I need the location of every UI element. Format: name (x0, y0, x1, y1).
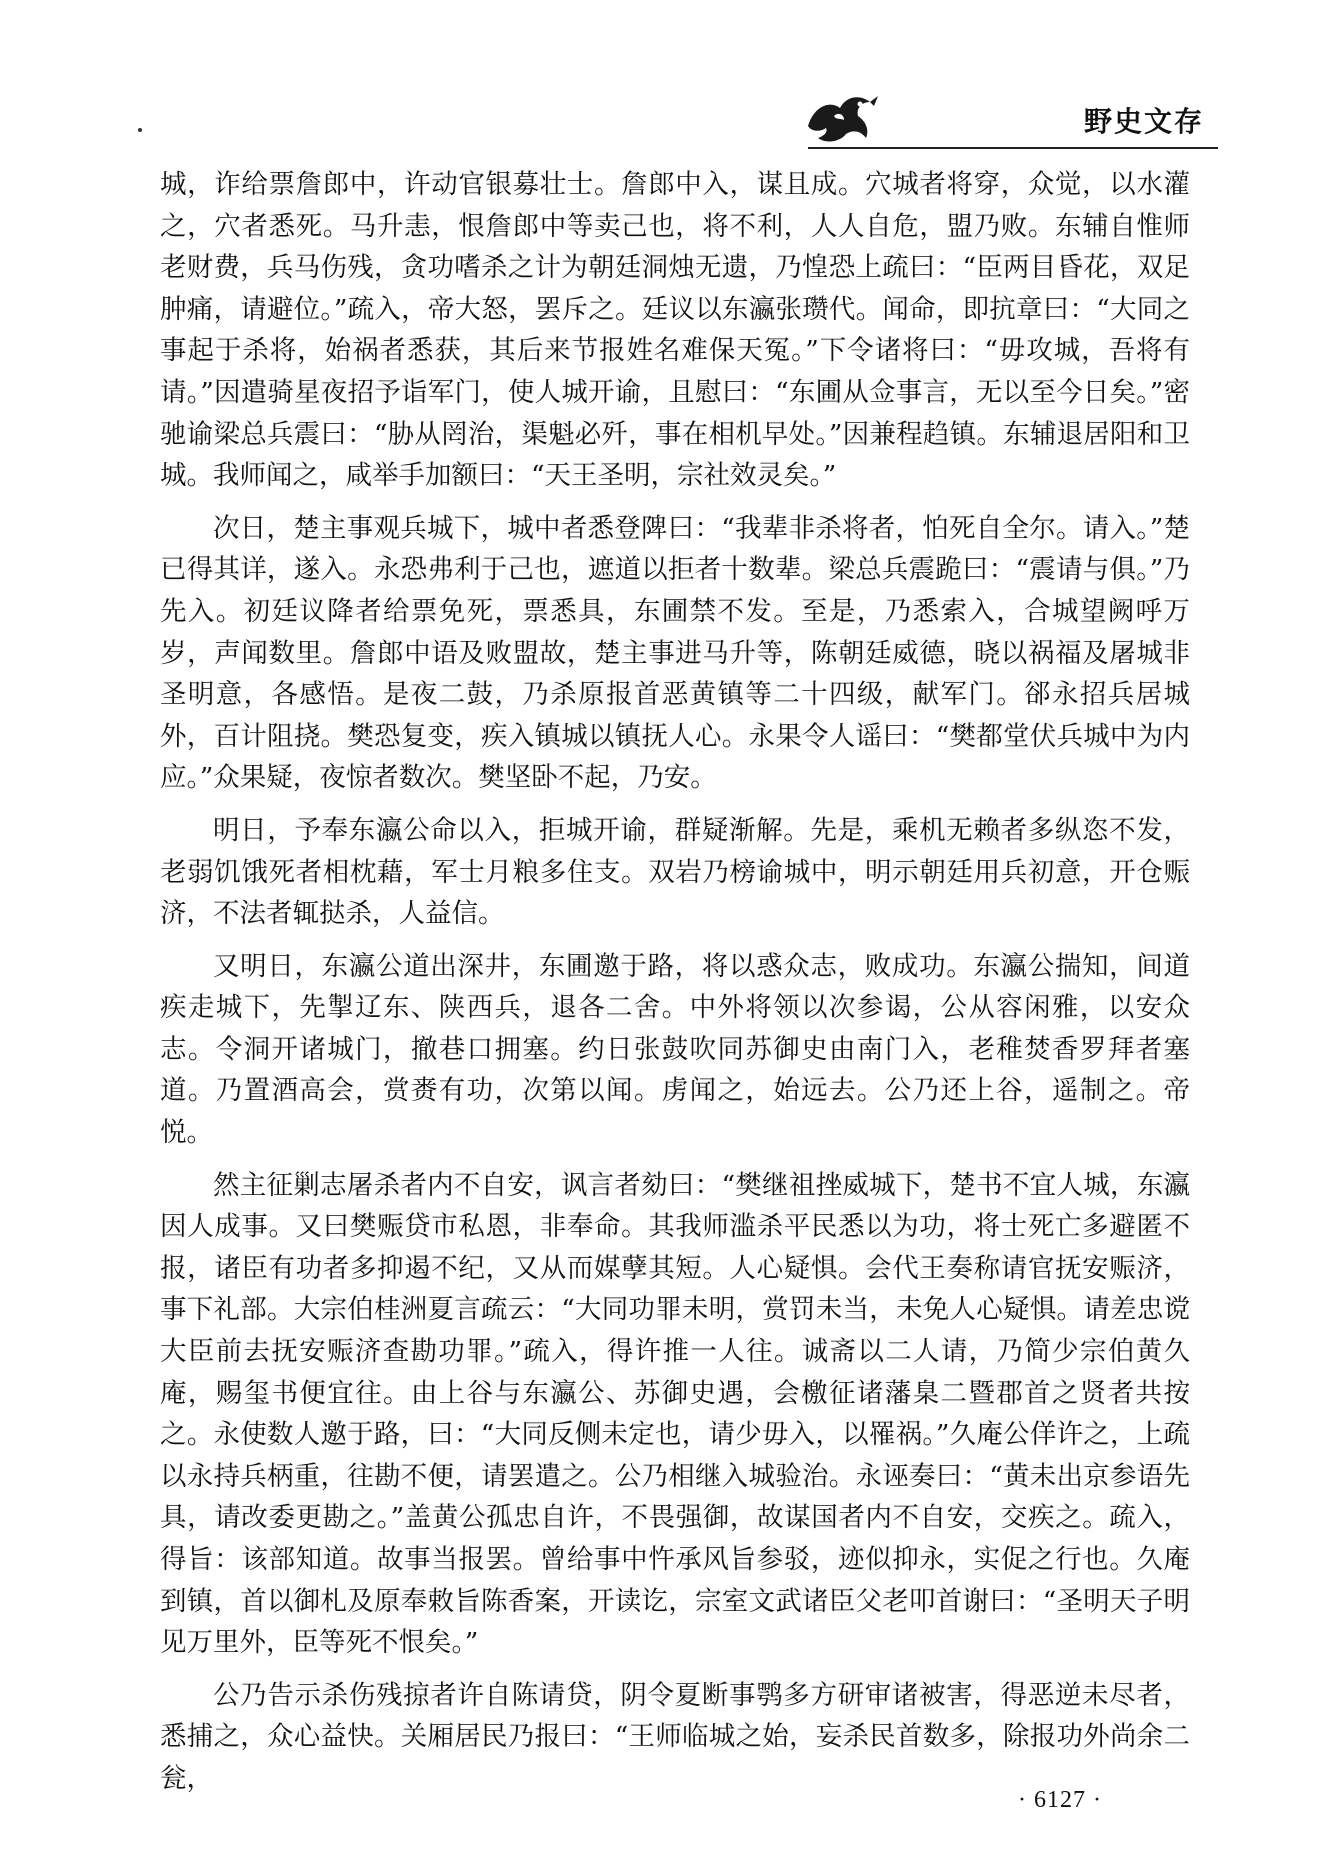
paragraph: 又明日，东瀛公道出深井，东圃邀于路，将以惑众志，败成功。东瀛公揣知，间道疾走城下，先掣辽东、陕西兵，退各二舍。中外将领以次参谒，公从容闲雅，以安众志。令洞开诸城门，撤巷口拥塞。约日张鼓吹同苏御史由南门入，老稚焚香罗拜者塞道。乃置酒高会，赏赉有功，次第以闻。虏闻之，始远去。公乃还上谷，遥制之。帝悦。 (160, 950, 1190, 1149)
main-text (160, 164, 1190, 1811)
header-title: 野史文存 (1083, 105, 1204, 138)
paragraph: 次日，楚主事观兵城下，城中者悉登陴曰：“我辈非杀将者，怕死自全尔。请入。”楚已得其详，遂入。永恐弗利于己也，遮道以拒者十数辈。梁总兵震跪曰：“震请与俱。”乃先入。初廷议降者给票免死，票悉具，东圃禁不发。至是，乃悉索入，合城望阙呼万岁，声闻数里。詹郎中语及败盟故，楚主事进马升等，陈朝廷威德，晓以祸福及屠城非圣明意，各感悟。是夜二鼓，乃杀原报首恶黄镇等二十四级，献军门。郤永招兵居城外，百计阻挠。樊恐复变，疾入镇城以镇抚人心。永果令人谣曰：“樊都堂伏兵城中为内应。”众果疑，夜惊者数次。樊坚卧不起，乃安。 (160, 512, 1190, 794)
margin-mark (138, 128, 142, 132)
page-header (0, 0, 1322, 160)
header-rule (808, 147, 1218, 149)
dragon-emblem-icon (800, 86, 880, 148)
paragraph: 城，诈给票詹郎中，许动官银募壮士。詹郎中入，谋且成。穴城者将穿，众觉，以水灌之，穴者悉死。马升恚，恨詹郎中等卖己也，将不利，人人自危，盟乃败。东辅自惟师老财费，兵马伤残，贪功嗜杀之计为朝廷洞烛无遗，乃惶恐上疏曰：“臣两目昏花，双足肿痛，请避位。”疏入，帝大怒，罢斥之。廷议以东瀛张瓒代。闻命，即抗章曰：“大同之事起于杀将，始祸者悉获，其后来节报姓名难保天冤。”下令诸将曰：“毋攻城，吾将有请。”因遣骑星夜招予诣军门，使人城开谕，且慰曰：“东圃从佥事言，无以至今日矣。”密驰谕梁总兵震曰：“胁从罔治，渠魁必歼，事在相机早处。”因兼程趋镇。东辅退居阳和卫城。我师闻之，咸举手加额曰：“天王圣明，宗社效灵矣。” (160, 169, 1190, 492)
paragraph: 然主征剿志屠杀者内不自安，讽言者劾曰：“樊继祖挫威城下，楚书不宜人城，东瀛因人成事。又曰樊赈贷市私恩，非奉命。其我师滥杀平民悉以为功，将士死亡多避匿不报，诸臣有功者多抑遏不纪，又从而媒孽其短。人心疑惧。会代王奏称请官抚安赈济，事下礼部。大宗伯桂洲夏言疏云：“大同功罪未明，赏罚未当，未免人心疑惧。请差忠谠大臣前去抚安赈济查勘功罪。”疏入，得许推一人往。诚斋以二人请，乃简少宗伯黄久庵，赐玺书便宜往。由上谷与东瀛公、苏御史遇，会檄征诸藩臬二暨郡首之贤者共按之。永使数人邀于路，曰：“大同反侧未定也，请少毋入，以罹祸。”久庵公佯许之，上疏以永持兵柄重，往勘不便，请罢遣之。公乃相继入城验治。永诬奏曰：“黄未出京参语先具，请改委更勘之。”盖黄公孤忠自许，不畏强御，故谋国者内不自安，交疾之。疏入，得旨：该部知道。故事当报罢。曾给事中忤承风旨参驳，迹似抑永，实促之行也。久庵到镇，首以御札及原奉敕旨陈香案，开读讫，宗室文武诸臣父老叩首谢曰：“圣明天子明见万里外，臣等死不恨矣。” (160, 1169, 1190, 1659)
paragraph: 公乃告示杀伤残掠者许自陈请贷，阴令夏断事鹗多方研审诸被害，得恶逆未尽者，悉捕之，众心益快。关厢居民乃报曰：“王师临城之始，妄杀民首数多，除报功外尚余二瓮， (160, 1679, 1190, 1794)
page-number: · 6127 · (1018, 1787, 1102, 1813)
paragraph: 明日，予奉东瀛公命以入，拒城开谕，群疑渐解。先是，乘机无赖者多纵恣不发，老弱饥饿死者相枕藉，军士月粮多住支。双岩乃榜谕城中，明示朝廷用兵初意，开仓赈济，不法者辄挞杀，人益信。 (160, 814, 1190, 930)
